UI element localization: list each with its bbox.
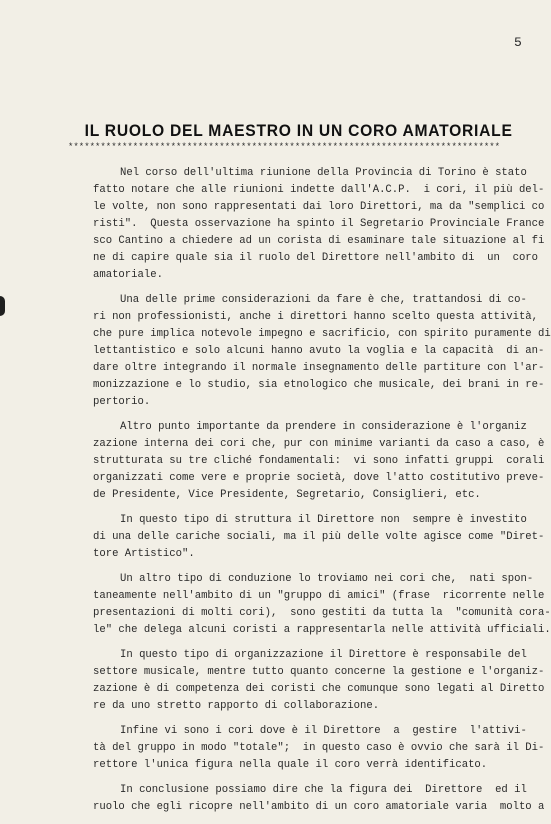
text-line: zazione interna dei cori che, pur con minime varianti da caso a caso, è [93, 438, 545, 450]
article-title: IL RUOLO DEL MAESTRO IN UN CORO AMATORIALE [84, 121, 513, 140]
text-line: che pure implica notevole impegno e sacrificio, con spirito puramente di [93, 328, 551, 340]
paragraph [93, 512, 545, 563]
text-line: lettantistico e solo alcuni hanno avuto la voglia e la capacità di an- [93, 345, 545, 357]
text-line: dare oltre integrando il normale insegnamento delle partiture con l'ar- [93, 362, 545, 374]
text-line: fatto notare che alle riunioni indette dall'A.C.P. i cori, il più del- [93, 184, 545, 196]
text-line: pertorio. [93, 396, 151, 408]
text-line: re da uno stretto rapporto di collaborazione. [93, 700, 380, 712]
text-line: Una delle prime considerazioni da fare è che, trattandosi di co- [120, 294, 527, 306]
text-line: le" che delega alcuni coristi a rappresentarla nelle attività ufficiali. [93, 624, 551, 636]
text-line: de Presidente, Vice Presidente, Segretario, Consiglieri, etc. [93, 489, 481, 501]
text-line: Altro punto importante da prendere in considerazione è l'organiz [120, 421, 527, 433]
article-body [93, 165, 551, 824]
text-line: taneamente nell'ambito di un "gruppo di amici" (frase ricorrente nelle [93, 590, 545, 602]
text-line: sco Cantino a chiedere ad un corista di esaminare tale situazione al fi [93, 235, 545, 247]
title-underline-stars: ******************************************************************************** [68, 142, 501, 152]
text-line: zazione è di competenza dei coristi che comunque sono legati al Diretto [93, 683, 545, 695]
text-line: In questo tipo di struttura il Direttore non sempre è investito [120, 514, 527, 526]
text-line: di una delle cariche sociali, ma il più delle volte agisce come "Diret- [93, 531, 545, 543]
paragraph [93, 165, 545, 284]
text-line: organizzati come vere e proprie società, dove l'atto costitutivo preve- [93, 472, 545, 484]
text-line: presentazioni di molti cori), sono gestiti da tutta la "comunità cora- [93, 607, 551, 619]
text-line: rettore l'unica figura nella quale il coro verrà identificato. [93, 759, 488, 771]
text-line: strutturata su tre cliché fondamentali: vi sono infatti gruppi corali [93, 455, 545, 467]
paragraph [93, 292, 551, 411]
text-line: Un altro tipo di conduzione lo troviamo nei cori che, nati spon- [120, 573, 534, 585]
text-line: ruolo che egli ricopre nell'ambito di un coro amatoriale varia molto a [93, 801, 545, 813]
text-line: In questo tipo di organizzazione il Direttore è responsabile del [120, 649, 527, 661]
text-line: tore Artistico". [93, 548, 195, 560]
text-line: monizzazione e lo studio, sia etnologico che musicale, dei brani in re- [93, 379, 545, 391]
paragraph [93, 723, 545, 774]
text-line: risti". Questa osservazione ha spinto il Segretario Provinciale France [93, 218, 545, 230]
text-line: amatoriale. [93, 269, 163, 281]
text-line: Nel corso dell'ultima riunione della Provincia di Torino è stato [120, 167, 527, 179]
paragraph [93, 419, 545, 504]
text-line: In conclusione possiamo dire che la figura dei Direttore ed il [120, 784, 527, 796]
text-line: Infine vi sono i cori dove è il Direttore a gestire l'attivi- [120, 725, 527, 737]
text-line: ri non professionisti, anche i direttori hanno scelto questa attività, [93, 311, 539, 323]
text-line: tà del gruppo in modo "totale"; in questo caso è ovvio che sarà il Di- [93, 742, 545, 754]
text-line: le volte, non sono rappresentati dai loro Direttori, ma da "semplici co [93, 201, 545, 213]
text-line: ne di capire quale sia il ruolo del Direttore nell'ambito di un coro [93, 252, 539, 264]
paragraph [93, 647, 545, 715]
text-line: settore musicale, mentre tutto quanto concerne la gestione e l'organiz- [93, 666, 545, 678]
page-number: 5 [514, 35, 522, 50]
punch-hole [0, 296, 5, 316]
paragraph [93, 571, 551, 639]
paragraph [93, 782, 545, 816]
